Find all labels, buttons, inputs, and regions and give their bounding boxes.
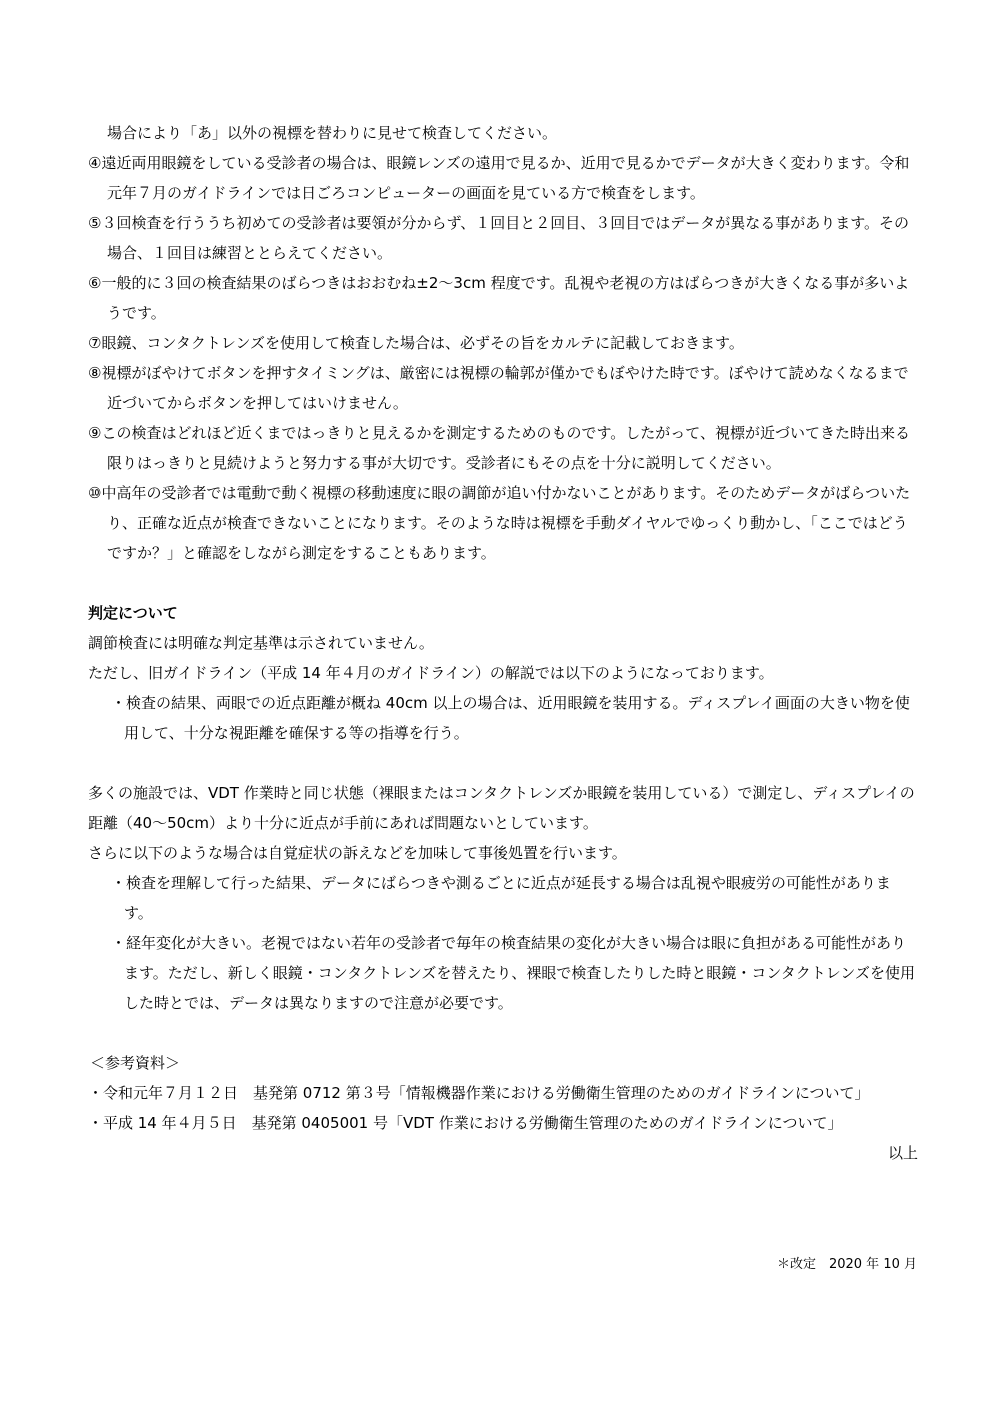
spacer bbox=[88, 748, 918, 778]
item-number: ⑤ bbox=[88, 214, 102, 232]
judgement-paragraph-2: ただし、旧ガイドライン（平成 14 年４月のガイドライン）の解説では以下のようになっております。 bbox=[88, 664, 774, 682]
document-body bbox=[88, 118, 918, 1168]
list-item-5 bbox=[88, 208, 918, 268]
item-text: 視標がぼやけてボタンを押すタイミングは、厳密には視標の輪郭が僅かでもぼやけた時です。ぼやけて読めなくなるまで近づいてからボタンを押してはいけません。 bbox=[101, 364, 909, 412]
closing-text: 以上 bbox=[887, 1144, 918, 1162]
judgement-bullet-1: ・検査の結果、両眼での近点距離が概ね 40cm 以上の場合は、近用眼鏡を装用する。ディスプレイ画面の大きい物を使用して、十分な視距離を確保する等の指導を行う。 bbox=[111, 694, 910, 742]
item-text: ３回検査を行ううち初めての受診者は要領が分からず、１回目と２回目、３回目ではデータが異なる事があります。その場合、１回目は練習ととらえてください。 bbox=[101, 214, 910, 262]
item-number: ⑧ bbox=[88, 364, 102, 382]
item-number: ⑨ bbox=[88, 424, 102, 442]
item-text: 眼鏡、コンタクトレンズを使用して検査した場合は、必ずその旨をカルテに記載しておきます。 bbox=[101, 334, 744, 352]
item-text: 中高年の受診者では電動で動く視標の移動速度に眼の調節が追い付かないことがあります。そのためデータがばらついたり、正確な近点が検査できないことになります。そのような時は視標を手動ダイヤルでゆっくり動かし、「ここではどうですか？」と確認をしながら測定をすることもあります。 bbox=[101, 484, 911, 562]
reference-item-1: ・令和元年７月１２日 基発第 0712 第３号「情報機器作業における労働衛生管理のためのガイドラインについて」 bbox=[88, 1084, 870, 1102]
revision-note: ＊改定 2020 年 10 月 bbox=[776, 1257, 917, 1272]
continuation-text: 場合により「あ」以外の視標を替わりに見せて検査してください。 bbox=[107, 124, 558, 142]
item-number: ⑦ bbox=[88, 334, 102, 352]
list-item-7 bbox=[88, 328, 918, 358]
section-heading-judgement: 判定について bbox=[88, 604, 178, 622]
reference-item-2: ・平成 14 年４月５日 基発第 0405001 号「VDT 作業における労働衛生管理のためのガイドラインについて」 bbox=[88, 1114, 843, 1132]
spacer bbox=[88, 1018, 918, 1048]
judgement-paragraph-3: 多くの施設では、VDT 作業時と同じ状態（裸眼またはコンタクトレンズか眼鏡を装用している）で測定し、ディスプレイの距離（40～50cm）より十分に近点が手前にあれば問題ないとしています。 bbox=[88, 784, 915, 832]
list-item-6 bbox=[88, 268, 918, 328]
item-text: 一般的に３回の検査結果のばらつきはおおむね±2～3cm 程度です。乱視や老視の方はばらつきが大きくなる事が多いようです。 bbox=[101, 274, 910, 322]
references-title: ＜参考資料＞ bbox=[90, 1054, 181, 1072]
judgement-paragraph-1: 調節検査には明確な判定基準は示されていません。 bbox=[88, 634, 434, 652]
judgement-bullet-3: ・経年変化が大きい。老視ではない若年の受診者で毎年の検査結果の変化が大きい場合は眼に負担がある可能性があります。ただし、新しく眼鏡・コンタクトレンズを替えたり、裸眼で検査したりした時と眼鏡・コンタクトレンズを使用した時とでは、データは異なりますので注意が必要です。 bbox=[111, 934, 915, 1012]
item-text: 遠近両用眼鏡をしている受診者の場合は、眼鏡レンズの遠用で見るか、近用で見るかでデータが大きく変わります。令和元年７月のガイドラインでは日ごろコンピューターの画面を見ている方で検査をします。 bbox=[101, 154, 910, 202]
item-number: ⑩ bbox=[88, 484, 102, 502]
item-number: ⑥ bbox=[88, 274, 102, 292]
list-item-8 bbox=[88, 358, 918, 418]
list-item-9 bbox=[88, 418, 918, 478]
judgement-paragraph-4: さらに以下のような場合は自覚症状の訴えなどを加味して事後処置を行います。 bbox=[88, 844, 627, 862]
item-text: この検査はどれほど近くまではっきりと見えるかを測定するためのものです。したがって、視標が近づいてきた時出来る限りはっきりと見続けようと努力する事が大切です。受診者にもその点を十分に説明してください。 bbox=[101, 424, 910, 472]
list-item-10 bbox=[88, 478, 918, 568]
list-item-4 bbox=[88, 148, 918, 208]
item-number: ④ bbox=[88, 154, 102, 172]
judgement-bullet-2: ・検査を理解して行った結果、データにばらつきや測るごとに近点が延長する場合は乱視や眼疲労の可能性があります。 bbox=[111, 874, 891, 922]
